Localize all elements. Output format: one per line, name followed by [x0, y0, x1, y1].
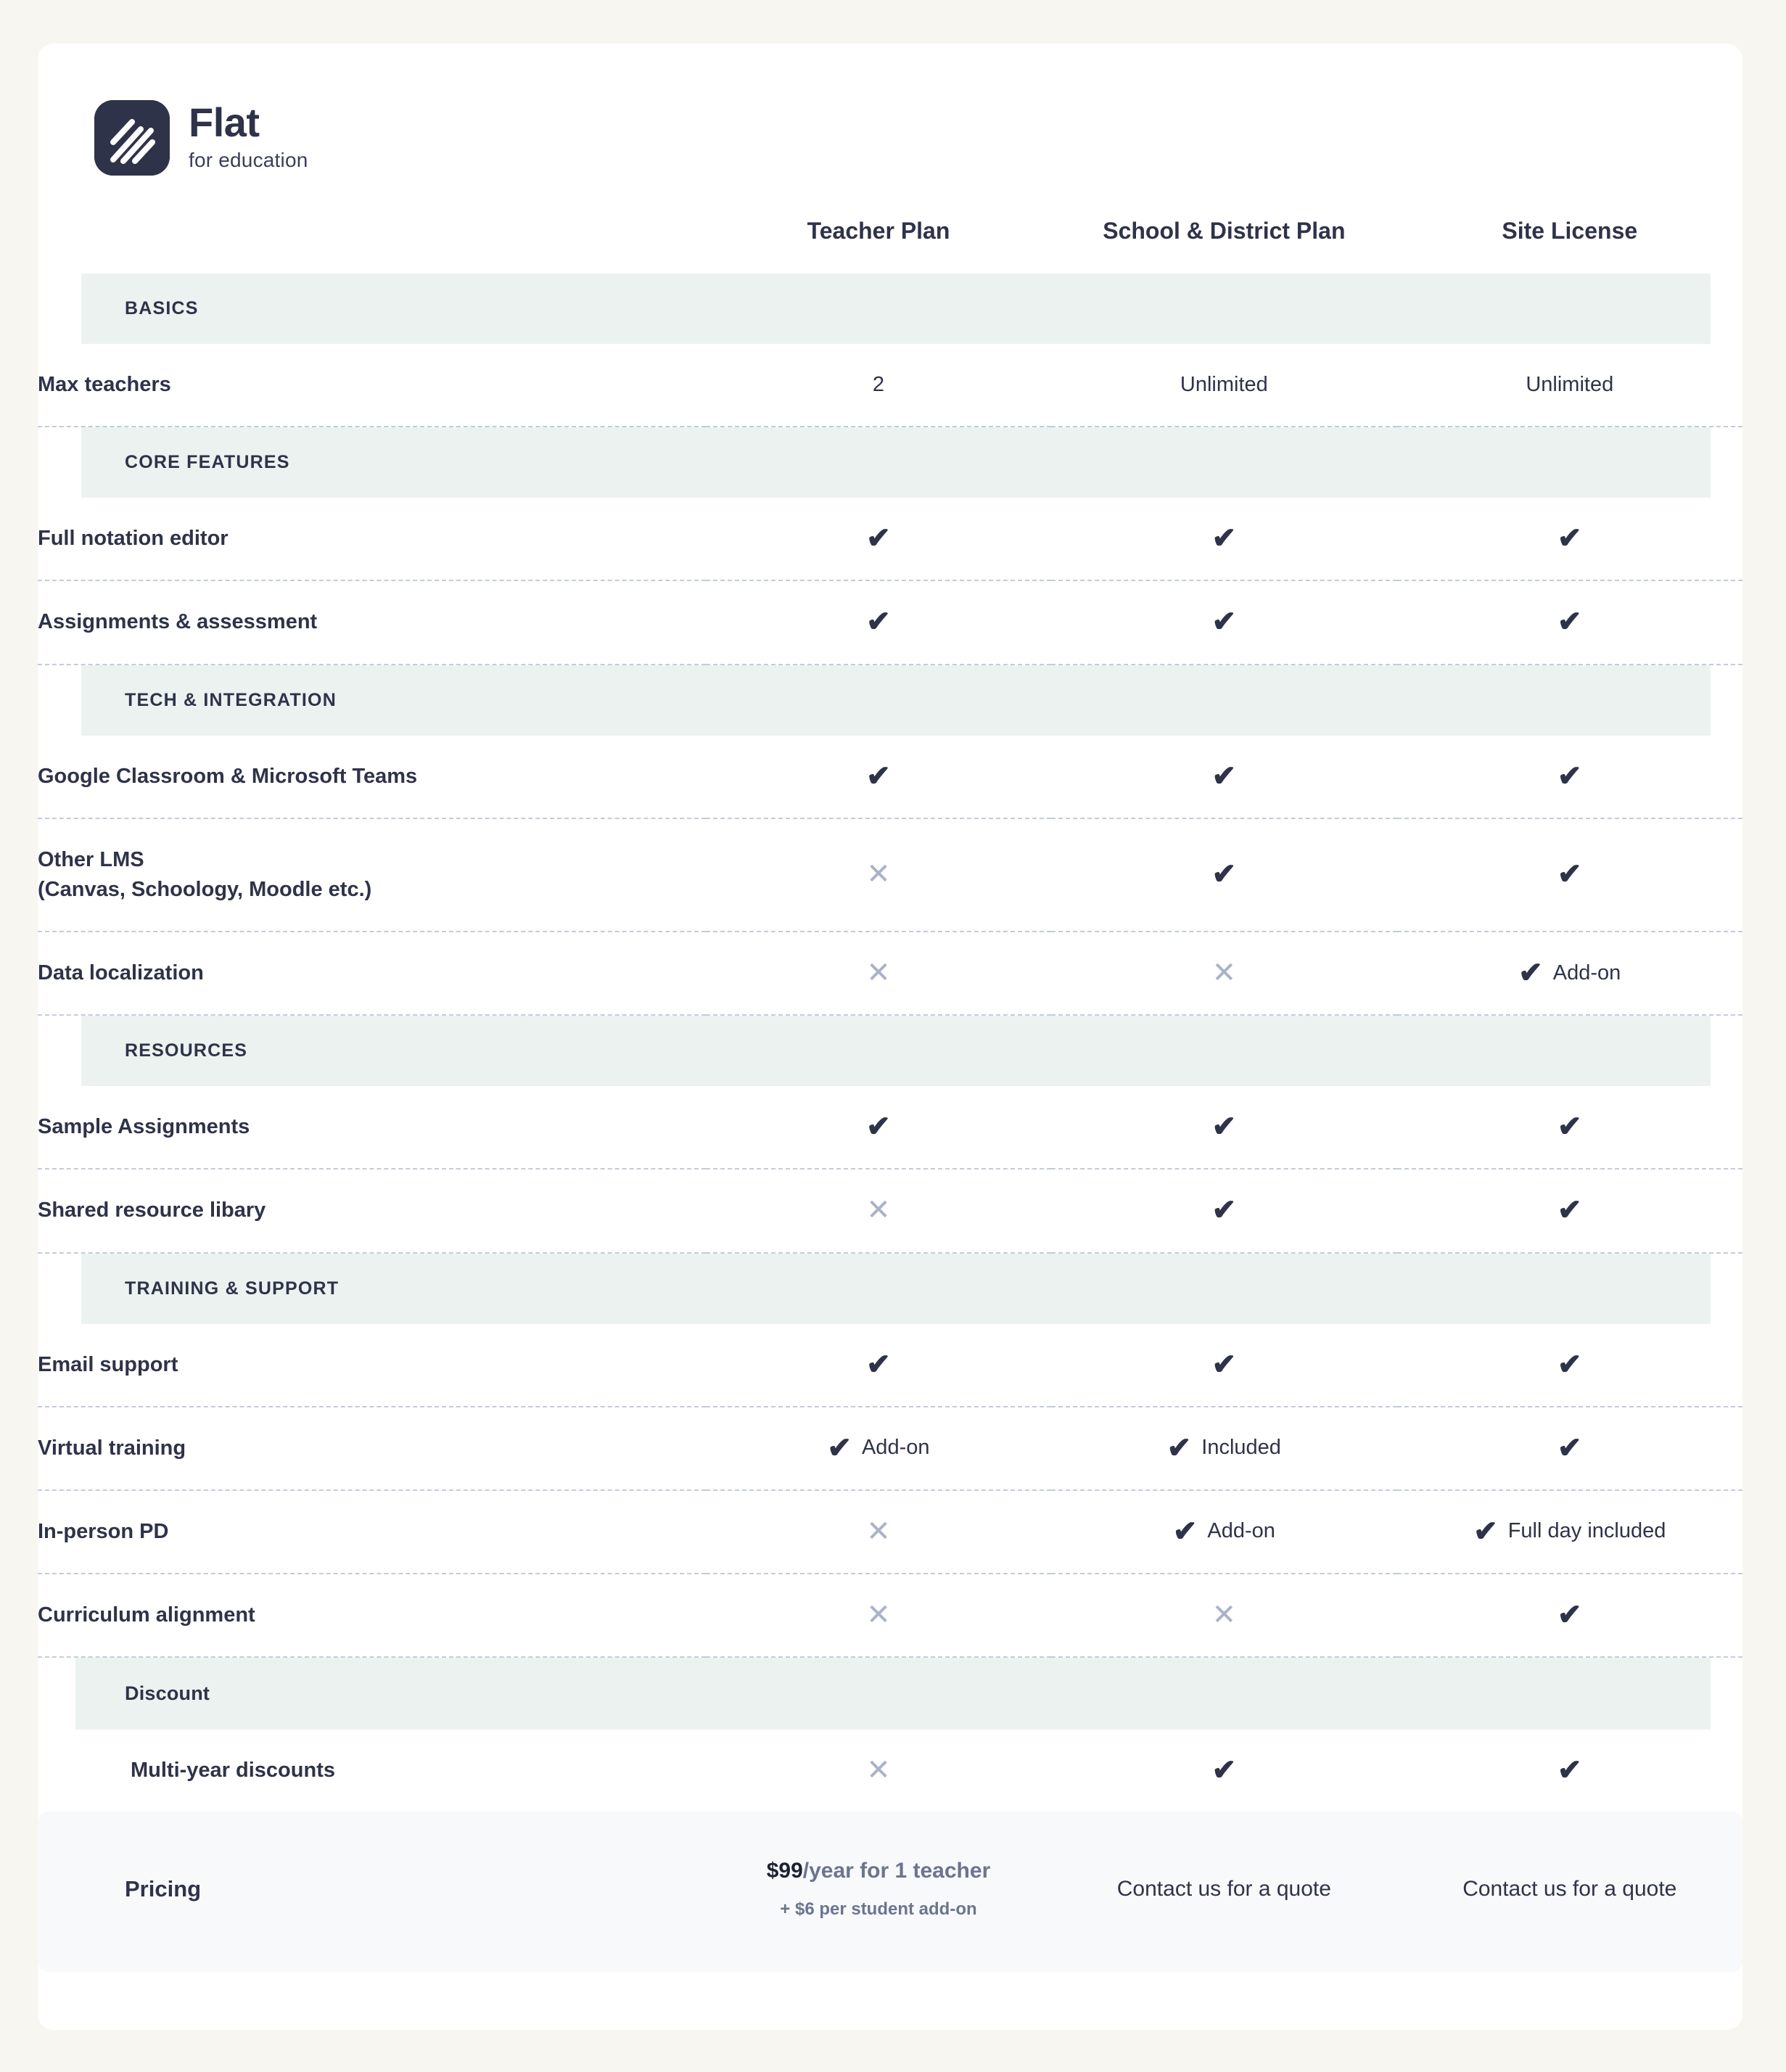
plan-comparison-table — [38, 218, 1742, 1972]
value-note: Add-on — [861, 1436, 930, 1460]
feature-label: Assignments & assessment — [38, 580, 706, 664]
feature-row-shared-resource-libary — [38, 1169, 1742, 1252]
feature-value-school-district-plan — [1051, 1407, 1396, 1490]
check-with-label — [827, 1431, 930, 1464]
feature-value-school-district-plan — [1051, 1169, 1396, 1252]
feature-value-teacher-plan — [706, 736, 1051, 818]
cross-icon: ✕ — [866, 1194, 891, 1227]
feature-value-school-district-plan — [1051, 1324, 1396, 1407]
value-note: Full day included — [1507, 1519, 1666, 1543]
check-icon: ✔ — [1557, 522, 1582, 555]
price-headline — [767, 1859, 991, 1883]
feature-row-assignments-assessment — [38, 580, 1742, 664]
feature-value-teacher-plan — [706, 498, 1051, 580]
check-icon: ✔ — [827, 1431, 852, 1464]
section-header-row-tech-integration — [38, 665, 1742, 736]
plan-header-school-district: School & District Plan — [1103, 218, 1346, 244]
pricing-value-school-district-plan — [1051, 1812, 1396, 1972]
section-title: TRAINING & SUPPORT — [81, 1254, 1711, 1324]
check-with-label — [1166, 1431, 1281, 1464]
brand-tagline: for education — [189, 149, 308, 171]
cross-icon: ✕ — [866, 858, 891, 891]
cross-icon: ✕ — [866, 957, 891, 990]
check-with-label — [1518, 957, 1621, 990]
value-note: Add-on — [1552, 961, 1621, 984]
feature-value-teacher-plan — [706, 1169, 1051, 1252]
section-title: Discount — [75, 1658, 1711, 1730]
brand-lockup — [38, 44, 1742, 176]
feature-value-school-district-plan — [1051, 1086, 1396, 1169]
feature-value-school-district-plan — [1051, 818, 1396, 932]
check-icon: ✔ — [1211, 522, 1237, 555]
check-icon: ✔ — [1557, 1111, 1582, 1143]
feature-value-teacher-plan — [706, 1086, 1051, 1169]
feature-value-teacher-plan — [706, 932, 1051, 1015]
check-icon: ✔ — [1557, 606, 1582, 638]
section-title: CORE FEATURES — [81, 427, 1711, 498]
section-header-cell — [38, 665, 1742, 736]
section-title: BASICS — [81, 274, 1711, 344]
check-icon: ✔ — [1473, 1515, 1498, 1547]
feature-label: Email support — [38, 1324, 706, 1407]
feature-value-teacher-plan — [706, 1490, 1051, 1574]
section-header-cell — [38, 427, 1742, 498]
check-icon: ✔ — [1557, 1431, 1582, 1464]
check-icon: ✔ — [1518, 957, 1543, 990]
feature-row-sample-assignments — [38, 1086, 1742, 1169]
section-header-row-core-features — [38, 427, 1742, 498]
feature-value-teacher-plan — [706, 1574, 1051, 1657]
check-icon: ✔ — [1557, 1754, 1582, 1787]
feature-value-school-district-plan — [1051, 736, 1396, 818]
check-icon: ✔ — [1211, 1348, 1237, 1381]
check-icon: ✔ — [1211, 606, 1237, 638]
feature-value-school-district-plan — [1051, 1490, 1396, 1574]
feature-value-school-district-plan — [1051, 932, 1396, 1015]
feature-label: Max teachers — [38, 344, 706, 427]
check-icon: ✔ — [1557, 1599, 1582, 1632]
feature-label: Google Classroom & Microsoft Teams — [38, 736, 706, 818]
check-icon: ✔ — [1557, 760, 1582, 792]
check-icon: ✔ — [866, 522, 891, 555]
feature-value-teacher-plan — [706, 1730, 1051, 1812]
check-icon: ✔ — [1211, 1111, 1237, 1143]
check-icon: ✔ — [866, 760, 891, 792]
price-amount: $99 — [766, 1859, 803, 1883]
check-icon: ✔ — [1166, 1431, 1192, 1464]
feature-value-school-district-plan — [1051, 344, 1396, 427]
feature-label: Multi-year discounts — [131, 1759, 335, 1783]
value-note: Included — [1201, 1436, 1281, 1460]
feature-row-data-localization — [38, 932, 1742, 1015]
value-text: Unlimited — [1526, 373, 1614, 397]
feature-value-site-license — [1397, 1490, 1742, 1574]
cross-icon: ✕ — [1211, 1599, 1237, 1632]
check-icon: ✔ — [1172, 1515, 1198, 1547]
feature-label: Shared resource libary — [38, 1169, 706, 1252]
feature-row-max-teachers — [38, 344, 1742, 427]
feature-value-school-district-plan — [1051, 1574, 1396, 1657]
price-addon-note: + $6 per student add-on — [780, 1899, 977, 1919]
feature-label: Curriculum alignment — [38, 1574, 706, 1657]
feature-value-site-license — [1397, 580, 1742, 664]
feature-value-site-license — [1397, 1407, 1742, 1490]
feature-value-site-license — [1397, 1324, 1742, 1407]
feature-value-site-license — [1397, 736, 1742, 818]
section-header-cell — [38, 1253, 1742, 1324]
check-icon: ✔ — [1557, 1348, 1582, 1381]
feature-label: Virtual training — [38, 1407, 706, 1490]
check-with-label — [1473, 1517, 1666, 1546]
feature-row-multi-year-discounts — [38, 1730, 1742, 1812]
feature-row-in-person-pd — [38, 1490, 1742, 1574]
section-title: RESOURCES — [81, 1016, 1711, 1086]
feature-value-teacher-plan — [706, 818, 1051, 932]
section-header-cell — [38, 1015, 1742, 1086]
check-with-label — [1173, 1517, 1275, 1546]
feature-value-site-license — [1397, 1169, 1742, 1252]
feature-value-teacher-plan — [706, 1407, 1051, 1490]
table-head — [38, 218, 1742, 274]
check-icon: ✔ — [1211, 1194, 1237, 1227]
feature-value-site-license — [1397, 1730, 1742, 1812]
pricing-value-site-license — [1397, 1812, 1742, 1972]
value-text: 2 — [872, 373, 885, 397]
feature-value-school-district-plan — [1051, 498, 1396, 580]
contact-quote-text: Contact us for a quote — [1462, 1876, 1677, 1901]
feature-row-email-support — [38, 1324, 1742, 1407]
flat-slashes-logo-icon — [94, 100, 170, 176]
feature-value-teacher-plan — [706, 580, 1051, 664]
feature-row-google-classroom-microsoft-teams — [38, 736, 1742, 818]
pricing-label: Pricing — [38, 1812, 706, 1972]
pricing-value-teacher-plan — [706, 1812, 1051, 1972]
check-icon: ✔ — [1211, 760, 1237, 792]
feature-value-site-license — [1397, 818, 1742, 932]
section-header-row-discount — [38, 1657, 1742, 1730]
feature-value-site-license — [1397, 1574, 1742, 1657]
feature-label: Data localization — [38, 932, 706, 1015]
feature-row-curriculum-alignment — [38, 1574, 1742, 1657]
price-period: /year for 1 teacher — [802, 1859, 991, 1883]
section-header-row-resources — [38, 1015, 1742, 1086]
feature-value-teacher-plan — [706, 1324, 1051, 1407]
value-note: Add-on — [1207, 1519, 1275, 1543]
cross-icon: ✕ — [866, 1754, 891, 1787]
feature-value-site-license — [1397, 1086, 1742, 1169]
cross-icon: ✕ — [1211, 957, 1237, 990]
check-icon: ✔ — [1211, 858, 1237, 891]
feature-value-teacher-plan — [706, 344, 1051, 427]
comparison-card — [38, 44, 1742, 2030]
value-text: Unlimited — [1180, 373, 1268, 397]
check-icon: ✔ — [866, 1111, 891, 1143]
cross-icon: ✕ — [866, 1515, 891, 1547]
section-header-row-basics — [38, 274, 1742, 344]
feature-value-site-license — [1397, 344, 1742, 427]
plan-header-row — [38, 218, 1742, 274]
section-header-cell — [38, 274, 1742, 344]
check-icon: ✔ — [866, 1348, 891, 1381]
contact-quote-text: Contact us for a quote — [1116, 1876, 1331, 1901]
feature-label: Full notation editor — [38, 498, 706, 580]
feature-label: Other LMS (Canvas, Schoology, Moodle etc.) — [38, 818, 706, 932]
check-icon: ✔ — [1557, 858, 1582, 891]
check-icon: ✔ — [866, 606, 891, 638]
check-icon: ✔ — [1557, 1194, 1582, 1227]
feature-label: In-person PD — [38, 1490, 706, 1574]
check-icon: ✔ — [1211, 1754, 1237, 1787]
cross-icon: ✕ — [866, 1599, 891, 1632]
pricing-row — [38, 1812, 1742, 1972]
section-title: TECH & INTEGRATION — [81, 665, 1711, 736]
feature-label: Sample Assignments — [38, 1086, 706, 1169]
feature-column-header — [38, 218, 706, 274]
plan-header-site-license: Site License — [1502, 218, 1638, 244]
feature-row-full-notation-editor — [38, 498, 1742, 580]
table-body — [38, 274, 1742, 1972]
feature-row-virtual-training — [38, 1407, 1742, 1490]
section-header-cell — [38, 1657, 1742, 1730]
feature-value-site-license — [1397, 498, 1742, 580]
feature-row-other-lms — [38, 818, 1742, 932]
brand-name: Flat — [189, 99, 260, 145]
feature-value-site-license — [1397, 932, 1742, 1015]
feature-value-school-district-plan — [1051, 580, 1396, 664]
plan-header-teacher: Teacher Plan — [807, 218, 950, 244]
section-header-row-training-support — [38, 1253, 1742, 1324]
feature-value-school-district-plan — [1051, 1730, 1396, 1812]
